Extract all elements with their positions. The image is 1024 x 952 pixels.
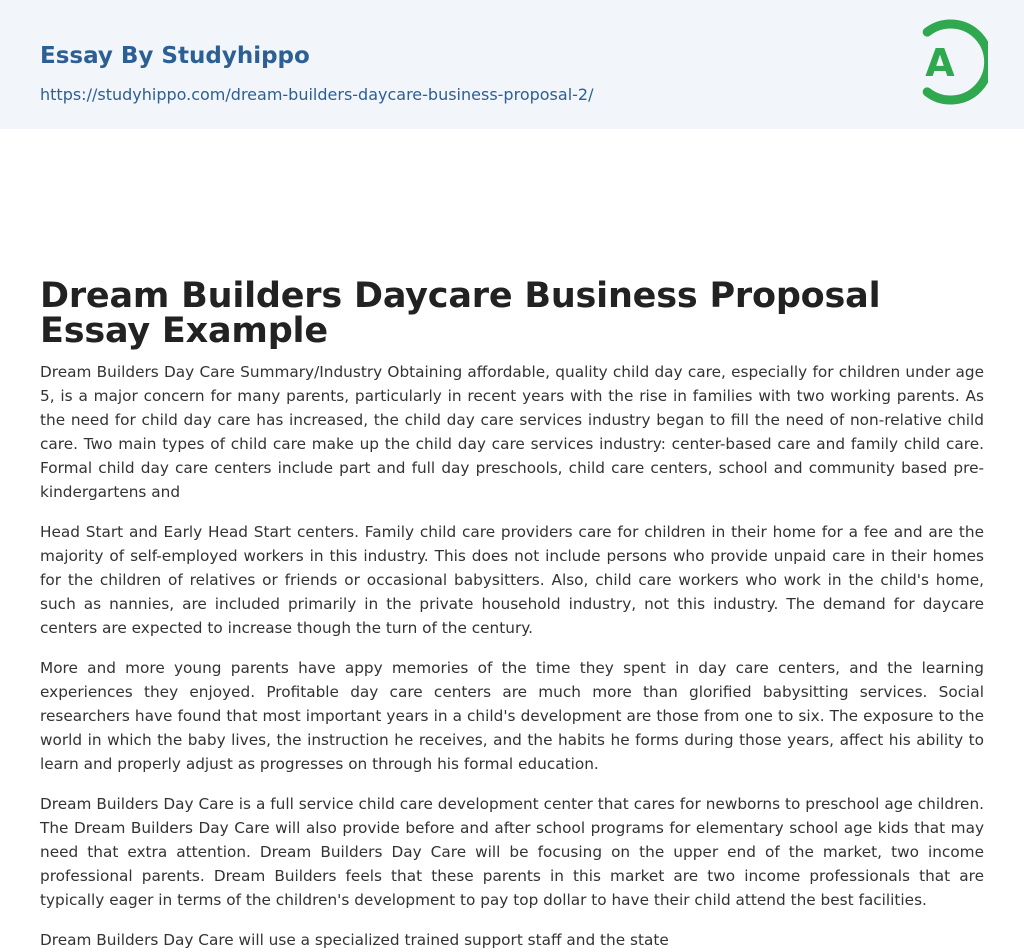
- site-header: [0, 0, 1024, 129]
- essay-paragraph-1: Dream Builders Day Care Summary/Industry Obtaining affordable, quality child day care, especially for children under age 5, is a major concern for many parents, particularly in recent years with the rise in families with two working parents. As the need for child day care has increased, the child day care services industry began to fill the need of non-relative child care. Two main types of child care make up the child day care services industry: center-based care and family child care. Formal child day care centers include part and full day preschools, child care centers, school and community based pre-kindergartens and: [40, 363, 984, 501]
- essay-paragraph-4: Dream Builders Day Care is a full service child care development center that cares for newborns to preschool age children. The Dream Builders Day Care will also provide before and after school programs for elementary school age kids that may need that extra attention. Dream Builders Day Care will be focusing on the upper end of the market, two income professional parents. Dream Builders feels that these parents in this market are two income professionals that are typically eager in terms of the children's development to pay top dollar to have their child attend the best facilities.: [40, 795, 984, 909]
- logo-letter: A: [925, 41, 955, 85]
- essay-paragraph-3: More and more young parents have appy memories of the time they spent in day care centers, and the learning experiences they enjoyed. Profitable day care centers are much more than glorified babysitting services. Social researchers have found that most important years in a child's development are those from one to six. The exposure to the world in which the baby lives, the instruction he receives, and the habits he forms during those years, affect his ability to learn and properly adjust as progresses on through his formal education.: [40, 659, 984, 773]
- site-title[interactable]: Essay By Studyhippo: [40, 43, 310, 69]
- studyhippo-logo-icon[interactable]: [910, 18, 988, 106]
- essay-paragraph-5: Dream Builders Day Care will use a specialized trained support staff and the state: [40, 931, 669, 949]
- essay-content: [0, 129, 1024, 952]
- essay-title: Dream Builders Daycare Business Proposal Essay Example: [40, 276, 881, 351]
- essay-url-link[interactable]: https://studyhippo.com/dream-builders-daycare-business-proposal-2/: [40, 85, 594, 104]
- essay-paragraph-2: Head Start and Early Head Start centers. Family child care providers care for children in their home for a fee and are the majority of self-employed workers in this industry. This does not include persons who provide unpaid care in their homes for the children of relatives or friends or occasional babysitters. Also, child care workers who work in the child's home, such as nannies, are included primarily in the private household industry, not this industry. The demand for daycare centers are expected to increase though the turn of the century.: [40, 523, 984, 637]
